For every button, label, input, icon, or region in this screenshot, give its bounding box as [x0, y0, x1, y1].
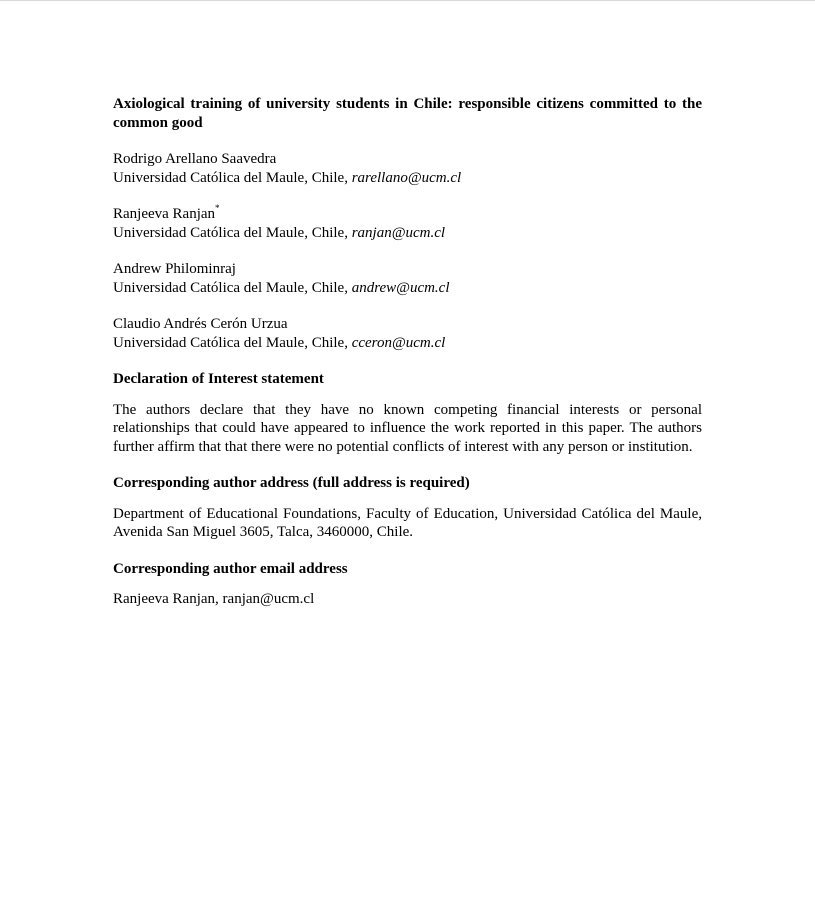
corresponding-email-text: Ranjeeva Ranjan, ranjan@ucm.cl — [113, 591, 315, 607]
author-email[interactable]: ranjan@ucm.cl — [351, 224, 446, 241]
author-block — [113, 315, 702, 352]
author-affiliation: Universidad Católica del Maule, Chile, andrew@ucm.cl — [113, 279, 450, 296]
author-block — [113, 205, 702, 242]
author-name: Andrew Philominraj — [113, 261, 236, 277]
document-page — [113, 95, 702, 627]
corresponding-address-heading: Corresponding author address (full address is required) — [113, 475, 470, 491]
paper-title: Axiological training of university students in Chile: responsible citizens committed to the common good — [113, 96, 702, 131]
author-email[interactable]: andrew@ucm.cl — [351, 279, 450, 296]
author-email[interactable]: rarellano@ucm.cl — [351, 169, 462, 186]
author-block — [113, 150, 702, 187]
author-affiliation: Universidad Católica del Maule, Chile, ranjan@ucm.cl — [113, 224, 446, 241]
author-affiliation: Universidad Católica del Maule, Chile, cceron@ucm.cl — [113, 334, 446, 351]
author-name: Ranjeeva Ranjan* — [113, 203, 220, 222]
author-block — [113, 260, 702, 297]
corresponding-email-heading: Corresponding author email address — [113, 560, 348, 577]
declaration-text: The authors declare that they have no known competing financial interests or personal relationships that could have appeared to influence the work reported in this paper. The authors further affirm that that there were no potential conflicts of interest with any person or institution. — [113, 401, 702, 455]
corresponding-address-text: Department of Educational Foundations, Faculty of Education, Universidad Católica del Maule, Avenida San Miguel 3605, Talca, 3460000, Chile. — [113, 505, 702, 540]
author-name: Rodrigo Arellano Saavedra — [113, 151, 277, 167]
corresponding-marker: * — [215, 203, 220, 213]
author-email[interactable]: cceron@ucm.cl — [351, 334, 446, 351]
top-divider — [0, 0, 815, 1]
author-name: Claudio Andrés Cerón Urzua — [113, 316, 288, 332]
author-affiliation: Universidad Católica del Maule, Chile, rarellano@ucm.cl — [113, 169, 462, 186]
declaration-heading: Declaration of Interest statement — [113, 371, 324, 387]
